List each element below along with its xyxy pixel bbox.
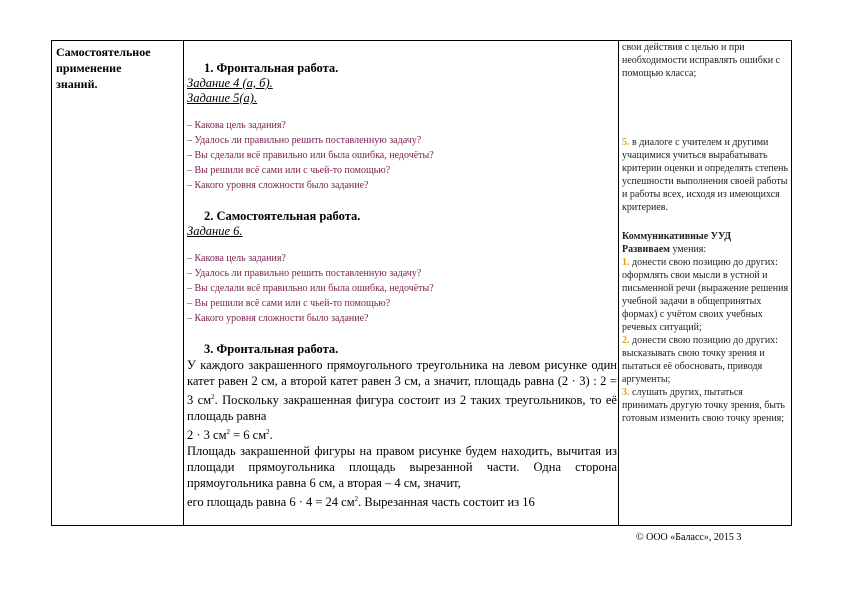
task-reference: Задание 5(а). (187, 91, 258, 105)
solution-paragraph: Площадь закрашенной фигуры на правом рисунке будем находить, вычитая из площади прямоугольника площадь вырезанной части. Одна сторона прямоугольника равна 6 см, а вторая – 4 см, значит, (187, 444, 617, 491)
question-item: – Удалось ли правильно решить поставленную задачу? (187, 268, 422, 279)
uud-item: 3. слушать других, пытаться принимать другую точку зрения, быть готовым изменить свою точку зрения; (622, 387, 785, 424)
task-reference: Задание 4 (а, б). (187, 76, 273, 90)
solution-paragraph: его площадь равна 6 · 4 = 24 $см^2$. Вырезанная часть состоит из 16 (187, 495, 535, 510)
stage-title-line: Самостоятельное (56, 45, 151, 59)
uud-item: 1. донести свою позицию до других: оформлять свои мысли в устной и письменной речи (выражение решения учебной задачи в общепринятых формах) с учётом своих учебных речевых ситуаций; (622, 257, 789, 333)
question-item: – Какого уровня сложности было задание? (187, 180, 369, 191)
reflection-questions (187, 251, 617, 326)
column-divider (183, 41, 184, 525)
uud-heading: Коммуникативные УУД (622, 231, 732, 242)
stage-title-line: знаний. (56, 77, 98, 91)
solution-paragraph: У каждого закрашенного прямоугольного треугольника на левом рисунке один катет равен 2 см, а второй катет равен 3 см, а значит, площадь равна (2 · 3) : 2 = 3 $см^2$. Поскольку закрашенная фигура состоит из 2 таких треугольников, то её площадь равна (187, 358, 617, 424)
section-heading: 1. Фронтальная работа. (204, 61, 339, 75)
lesson-table (51, 40, 792, 526)
question-item: – Какова цель задания? (187, 120, 286, 131)
column-divider (618, 41, 619, 525)
question-item: – Удалось ли правильно решить поставленную задачу? (187, 135, 422, 146)
section-heading: 3. Фронтальная работа. (204, 342, 339, 356)
stage-title-line: применение (56, 61, 122, 75)
uud-intro: свои действия с целью и при необходимости исправлять ошибки с помощью класса; (622, 42, 780, 79)
uud-item: 5. в диалоге с учителем и другими учащимися учиться вырабатывать критерии оценки и определять степень успешности выполнения своей работы и работы всех, исходя из имеющихся критериев. (622, 137, 789, 213)
reflection-questions (187, 118, 617, 193)
solution-formula: 2 · 3 $см^2 = 6$ $см^2$. (187, 428, 273, 443)
uud-column (622, 41, 790, 525)
copyright-footer: © ООО «Баласс», 2015 3 (636, 532, 742, 543)
uud-item: 2. донести свою позицию до других: высказывать свою точку зрения и пытаться её обосновать, приводя аргументы; (622, 335, 778, 385)
question-item: – Вы сделали всё правильно или была ошибка, недочёты? (187, 283, 434, 294)
activity-column (187, 41, 617, 525)
section-heading: 2. Самостоятельная работа. (204, 209, 361, 223)
question-item: – Какова цель задания? (187, 253, 286, 264)
question-item: – Вы решили всё сами или с чьей-то помощью? (187, 298, 391, 309)
stage-column (56, 41, 181, 525)
uud-subheading: Развиваем умения: (622, 244, 707, 255)
question-item: – Какого уровня сложности было задание? (187, 313, 369, 324)
question-item: – Вы решили всё сами или с чьей-то помощью? (187, 165, 391, 176)
question-item: – Вы сделали всё правильно или была ошибка, недочёты? (187, 150, 434, 161)
task-reference: Задание 6. (187, 224, 243, 238)
